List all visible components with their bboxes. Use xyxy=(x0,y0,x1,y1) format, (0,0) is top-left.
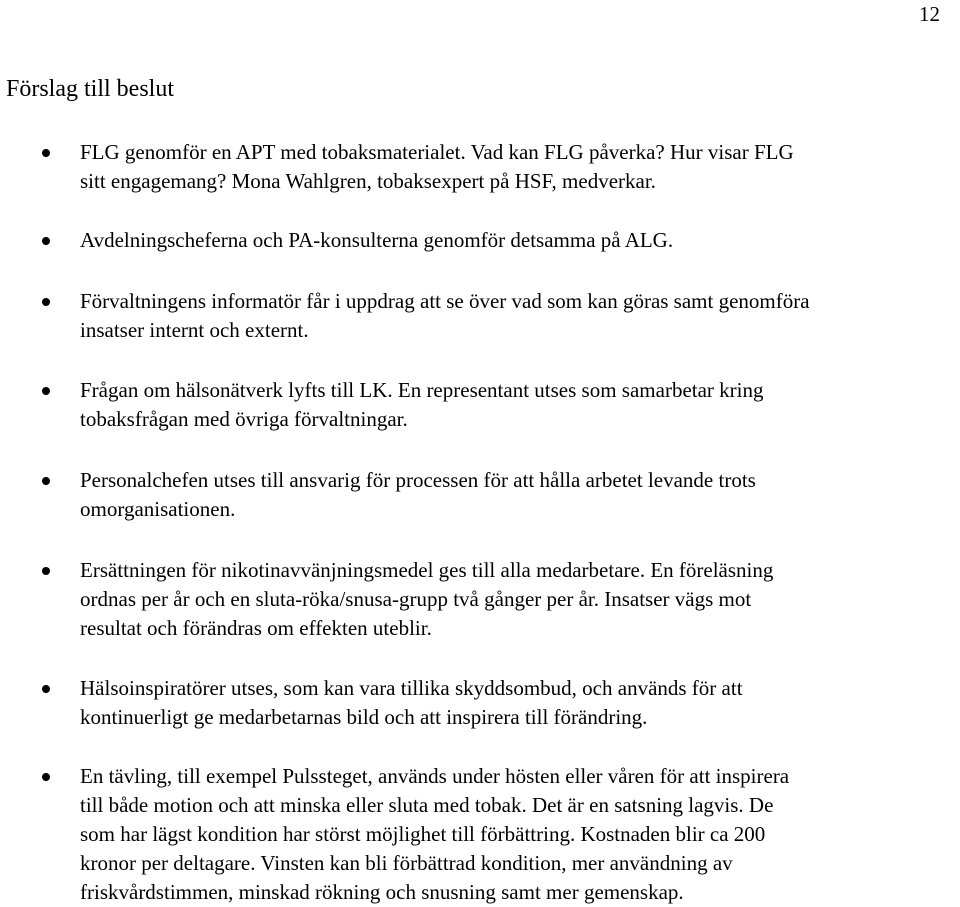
list-item-text: Personalchefen utses till ansvarig för processen för att hålla arbetet levande trots omorganisationen. xyxy=(80,468,756,521)
bullet-icon xyxy=(42,567,50,575)
list-item-text: Avdelningscheferna och PA-konsulterna genomför detsamma på ALG. xyxy=(80,228,674,252)
list-item-text: Hälsoinspiratörer utses, som kan vara tillika skyddsombud, och används för att kontinuerligt ge medarbetarnas bild och att inspirera till förändring. xyxy=(80,676,743,729)
bullet-icon xyxy=(42,685,50,693)
page-number: 12 xyxy=(919,2,940,26)
list-item-text: En tävling, till exempel Pulssteget, används under hösten eller våren för att inspirera till både motion och att minska eller sluta med tobak. Det är en satsning lagvis. De som har lägst kondition har störst möjlighet till förbättring. Kostnaden blir ca 200 kronor per deltagare. Vinsten kan bli förbättrad kondition, mer användning av friskvårdstimmen, minskad rökning och snusning samt mer gemenskap. xyxy=(80,764,790,904)
bullet-icon xyxy=(42,298,50,306)
page-heading: Förslag till beslut xyxy=(6,76,174,102)
bullet-icon xyxy=(42,237,50,245)
list-item-text: FLG genomför en APT med tobaksmaterialet. Vad kan FLG påverka? Hur visar FLG sitt engagemang? Mona Wahlgren, tobaksexpert på HSF, medverkar. xyxy=(80,140,794,193)
bullet-icon xyxy=(42,149,50,157)
list-item-text: Frågan om hälsonätverk lyfts till LK. En representant utses som samarbetar kring tobaksfrågan med övriga förvaltningar. xyxy=(80,378,764,431)
bullet-icon xyxy=(42,387,50,395)
bullet-icon xyxy=(42,773,50,781)
list-item-text: Ersättningen för nikotinavvänjningsmedel ges till alla medarbetare. En föreläsning ordnas per år och en sluta-röka/snusa-grupp två gånger per år. Insatser vägs mot resultat och förändras om effekten uteblir. xyxy=(80,558,774,640)
bullet-icon xyxy=(42,477,50,485)
list-item-text: Förvaltningens informatör får i uppdrag att se över vad som kan göras samt genomföra insatser internt och externt. xyxy=(80,289,810,342)
